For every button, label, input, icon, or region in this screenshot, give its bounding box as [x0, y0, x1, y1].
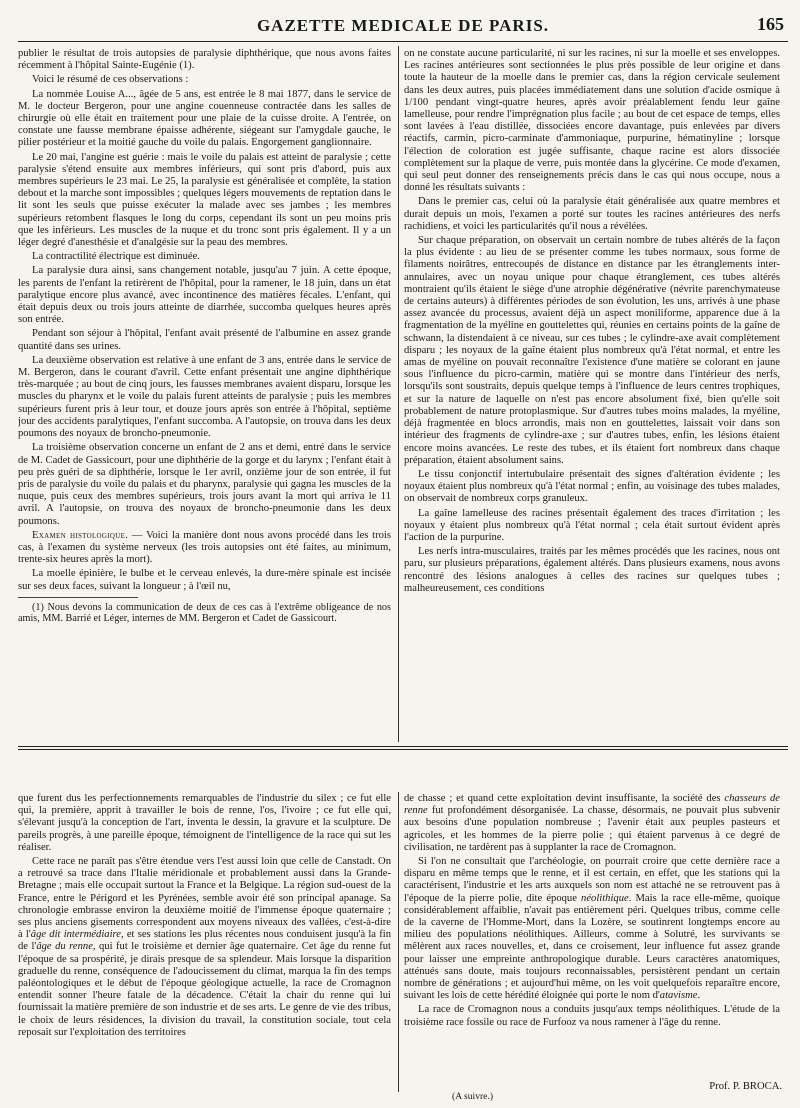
paragraph: La gaîne lamelleuse des racines présentait également des traces d'irritation ; les noyaux y étaient plus nombreux qu'à l'état normal ; cela était surtout évident après l'action de la purpurine. — [404, 507, 780, 543]
paragraph: publier le résultat de trois autopsies de paralysie diphthérique, que nous avons faites récemment à l'hôpital Sainte-Eugénie (1). — [18, 48, 391, 72]
paragraph-text: fut profondément désorganisée. La chasse, désormais, ne pouvait plus subvenir aux besoins d'une population nombreuse ; l'avenir était aux peuples pasteurs et agricoles, et les hommes de la pierre polie ; qui étaient parvenus à ce degré de civilisation, ne tardèrent pas à supplanter la race de Cromagnon. — [404, 805, 780, 853]
paragraph: La troisième observation concerne un enfant de 2 ans et demi, entré dans le service de M. Cadet de Gassicourt, pour une diphthérie de la gorge et du larynx ; l'enfant était à peu près guéri de sa diphthérie, lorsque le 1er avril, onzième jour de son entrée, il fut pris de paralysie du voile du palais et du pharynx, paralysie qui gagna les muscles de la nuque, puis ceux des membres supérieurs, trois jours avant la mort qui arriva le 11 avril. A l'autopsie, on trouva des noyaux de broncho-pneumonie dans les deux poumons. — [18, 442, 391, 527]
column-divider — [398, 46, 399, 742]
paragraph-text: — Voici la manière dont nous avons procédé dans les trois cas, à l'examen du système nerveux (les trois autopsies ont été faites, au minimum, trente-six heures après la mort). — [18, 529, 391, 566]
paragraph: La race de Cromagnon nous a conduits jusqu'aux temps néolithiques. L'étude de la troisième race fossile ou race de Furfooz va nous ramener à l'âge du renne. — [404, 1004, 780, 1028]
feuilleton-column-left — [18, 793, 391, 1093]
paragraph: Voici le résumé de ces observations : — [32, 74, 189, 86]
italic-term: néolithique — [581, 892, 629, 904]
paragraph: Sur chaque préparation, on observait un certain nombre de tubes altérés de la façon la plus évidente : au lieu de se présenter comme les tubes normaux, sous forme de filaments noirâtres, entrecoupés de distance en distance par les étranglements inter-annulaires, avec un noyau unique pour chaque étranglement, ces tubes altérés montraient qu'ils étaient le siège d'une atrophie dégénérative (névrite parenchymateuse de certains auteurs) à différentes périodes de son évolution, les uns, arrivés à une phase assez avancée du processus, avaient déjà un aspect moniliforme, apparence due à la fragmentation de la myéline en gouttelettes qui, réunies en certains points de la gaîne de schwann, la distendaient à ce niveau, sur ces tubes ; le cylindre-axe avait complètement disparu ; les noyaux de la gaîne étaient plus nombreux qu'à l'état normal, et entre les amas de myéline on pouvait reconnaître l'existence d'une matière se colorant en jaune sous l'influence du picro-carmin, matière qui se montre dans l'intérieur des nerfs, lorsqu'ils sont soustraits, depuis quelque temps à l'influence de leurs centres trophiques, et sur la nature de laquelle on n'est pas encore absolument fixé, bien qu'elle soit probablement de nature protoplasmique. Sur d'autres tubes moins malades, la myéline, déjà fragmentée en blocs arrondis, mais non en gouttelettes, laissait voir dans son intérieur des fragments de cylindre-axe ; sur d'autres tubes, enfin, les lésions étaient encore moins avancées. Le reste des tubes, et ils étaient fort nombreux dans chaque préparation, étaient absolument sains. — [404, 235, 780, 466]
page-number: 165 — [757, 14, 784, 34]
paragraph: La contractilité électrique est diminuée. — [32, 251, 200, 263]
header-rule — [18, 41, 788, 42]
paragraph: La nommée Louise A..., âgée de 5 ans, est entrée le 8 mai 1877, dans le service de M. le docteur Bergeron, pour une angine couenneuse contractée dans les salles de chirurgie où elle était en traitement pour une plaie de la cuisse droite. A l'entrée, on constate une fausse membrane épaisse adhérente, siégeant sur l'amygdale gauche, le pilier postérieur et la moitié gauche du voile du palais. Engorgement ganglionnaire. — [18, 88, 391, 149]
to-be-continued: (A suivre.) — [452, 1091, 494, 1102]
paragraph: Dans le premier cas, celui où la paralysie était généralisée aux quatre membres et durait depuis un mois, l'examen a porté sur toutes les racines antérieures des nerfs rachidiens, et voici les particularités qu'il nous a révélées. — [404, 196, 780, 232]
italic-term: âge dit intermédiaire — [30, 929, 121, 941]
paragraph-text: de chasse ; et quand cette exploitation devint insuffisante, la société des — [404, 793, 725, 804]
footnote — [18, 602, 391, 625]
column-divider — [398, 792, 399, 1092]
article-column-right — [404, 48, 780, 740]
author-signature: Prof. P. BROCA. — [709, 1081, 782, 1092]
paragraph: Le tissu conjonctif intertubulaire présentait des signes d'altération évidente ; les noyaux étaient plus nombreux qu'à l'état normal ; enfin, au voisinage des tubes malades, on observait de nombreux corps granuleux. — [404, 468, 780, 505]
paragraph: La moelle épinière, le bulbe et le cerveau enlevés, la dure-mère spinale est incisée sur ses deux faces, suivant la longueur ; à l'œil nu, — [18, 568, 391, 592]
paragraph: Les nerfs intra-musculaires, traités par les mêmes procédés que les racines, nous ont paru, sur plusieurs préparations, également altérés. Dans plusieurs examens, nous avons rencontré des lésions analogues à celles des racines sur quelques tubes ; malheureusement, ces conditions — [404, 546, 780, 594]
paragraph: on ne constate aucune particularité, ni sur les racines, ni sur la moelle et ses enveloppes. Les racines antérieures sont sectionnées le plus près possible de leur origine et dans toute la hauteur de la moelle dans le premier cas, dans la région cervicale seulement dans les deux autres, puis placées immédiatement dans une solution d'acide osmique à 1/100 pendant vingt-quatre heures, après avoir préalablement fendu leur gaîne lamelleuse, pour rendre l'imprégnation plus facile ; au bout de cet espace de temps, elles sont lavées à l'eau distillée, dissociées encore davantage, puis enlevées par divers réactifs, carmin, picro-carminate d'ammoniaque, purpurine, hématinyline ; lorsque l'élection de coloration est jugée suffisante, chaque racine est alors dissociée complètement sur la plaque de verre, puis montée dans la glycérine. Ce mode d'examen, qui seul peut donner des renseignements précis dans le cas qui nous occupe, nous a donné les résultats suivants : — [404, 48, 780, 194]
paragraph-text: , et ses stations les plus récentes nous conduisent jusqu'à la fin de l' — [18, 929, 391, 953]
paragraph — [404, 793, 780, 854]
section-rule — [18, 746, 788, 747]
paragraph-text: . Mais la race elle-même, quoique considérablement affaiblie, n'avait pas entièrement péri. Quelques tribus, comme celle de la caverne de l'Homme-Mort, dans la Lozère, se soutinrent longtemps encore au milieu des populations néolithiques. Ailleurs, comme à Solutré, les survivants se mêlèrent aux races nouvelles, et, dans ce croisement, leur influence fut assez grande pour laisser une empreinte anthropologique durable. Leurs caractères anatomiques, atténués sans doute, mais toujours reconnaissables, persistèrent pendant un certain nombre de générations ; et aujourd'hui même, on les voit quelquefois reparaître encore, suivant les lois de cette hérédité éloignée qui porte le nom d' — [404, 892, 780, 1002]
feuilleton-column-right — [404, 793, 780, 1079]
article-column-left — [18, 48, 391, 740]
section-heading: Examen histologique. — [32, 529, 129, 541]
footnote-rule — [18, 597, 138, 598]
paragraph: que furent dus les perfectionnements remarquables de l'industrie du silex ; ce fut elle qui, la première, apprit à travailler le bois de renne, l'os, l'ivoire ; ce fut elle qui, s'élevant jusqu'à la conception de l'art, inventa le dessin, la gravure et la sculpture. De pareils progrès, à une pareille époque, témoignent de l'intelligence de la race qui sut les réaliser. — [18, 793, 391, 853]
paragraph: Le 20 mai, l'angine est guérie : mais le voile du palais est atteint de paralysie ; cette paralysie s'étend ensuite aux membres inférieurs, qui sont pris d'abord, puis aux membres supérieurs le 23 mai. Le 25, la paralysie est généralisée et complète, la station debout et la marche sont impossibles ; quelques légers mouvements de reptation dans le lit sont les seuls que puisse exécuter la malade avec ses jambes ; les membres supérieurs retombent flasques le long du corps, cependant ils sont un peu moins pris que les inférieurs. Les muscles de la nuque et du tronc sont pris également. Il y a un léger degré d'anesthésie et d'analgésie sur la peau des membres. — [18, 151, 391, 249]
paragraph: Pendant son séjour à l'hôpital, l'enfant avait présenté de l'albumine en assez grande quantité dans ses urines. — [18, 328, 391, 352]
italic-term: âge du renne — [36, 941, 93, 953]
paragraph: La deuxième observation est relative à une enfant de 3 ans, entrée dans le service de M. Bergeron, dans le courant d'avril. Cette enfant présentait une angine diphthérique très-marquée ; au bout de cinq jours, les fausses membranes avaient disparu, lorsque les muscles du pharynx et le voile du palais furent atteints de paralysie ; puis les membres supérieurs furent pris à leur tour, et douze jours après son entrée à l'hôpital, septième jour des accidents paralytiques, l'enfant succomba. A l'autopsie, on trouva dans les deux poumons des noyaux de broncho-pneumonie. — [18, 354, 391, 440]
italic-term: atavisme — [659, 990, 698, 1002]
paragraph — [18, 530, 391, 567]
paragraph-text: , qui fut le troisième et dernier âge quaternaire. Cet âge du renne fut l'époque de sa prospérité, je dirais presque de sa splendeur. Mais lorsque la disparition graduelle du renne, conséquence de l'adoucissement du climat, marqua la fin des temps paléontologiques et le début de l'époque géologique actuelle, la race de Cromagnon entendit sonner l'heure fatale de la décadence. C'était la chair du renne qui lui fournissait la matière première de son industrie et de ses arts. Le genre de vie des tribus, le choix de leurs résidences, la division du travail, la constitution sociale, tout cela reposait sur l'exploitation des territoires — [18, 941, 391, 1038]
paragraph — [404, 856, 780, 1002]
page-header — [18, 14, 788, 40]
journal-title: GAZETTE MEDICALE DE PARIS. — [256, 16, 550, 35]
footnote-text: (1) Nous devons la communication de deux de ces cas à l'extrême obligeance de nos amis, MM. Barrié et Léger, internes de MM. Bergeron et Cadet de Gassicourt. — [18, 601, 391, 625]
italic-term: chasseurs de renne — [404, 793, 780, 817]
paragraph: La paralysie dura ainsi, sans changement notable, jusqu'au 7 juin. A cette époque, les parents de l'enfant la retirèrent de l'hôpital, pour la ramener, le 18 juin, dans un état paralytique encore plus avancé, avec incontinence des matières fécales. L'enfant, qui était depuis deux ou trois jours atteinte de diarrhée, succomba quelques heures après son entrée. — [18, 265, 391, 326]
paragraph-text: Cette race ne paraît pas s'être étendue vers l'est aussi loin que celle de Canstadt. On a retrouvé sa trace dans l'Italie méridionale et probablement aussi dans la Grande-Bretagne ; mais elle occupait surtout la France et la Belgique. La région sud-ouest de la France, entre le Périgord et les Pyrénées, semble avoir été son principal apanage. Sa chronologie embrasse environ la deuxième moitié de l'immense époque quaternaire ; ses plus anciens gisements correspondent aux moyens niveaux des vallées, c'est-à-dire à l' — [18, 856, 391, 941]
paragraph-text: Si l'on ne consultait que l'archéologie, on pourrait croire que cette dernière race a disparu en même temps que le renne, et il est certain, en effet, que les stations qui la caractérisent, l'industrie et les arts auxquels son nom est attaché ne se retrouvent pas à l'époque de la pierre polie, dite époque — [404, 856, 780, 904]
section-rule — [18, 749, 788, 750]
paragraph — [18, 856, 391, 1039]
paragraph-text: . — [697, 990, 701, 1002]
